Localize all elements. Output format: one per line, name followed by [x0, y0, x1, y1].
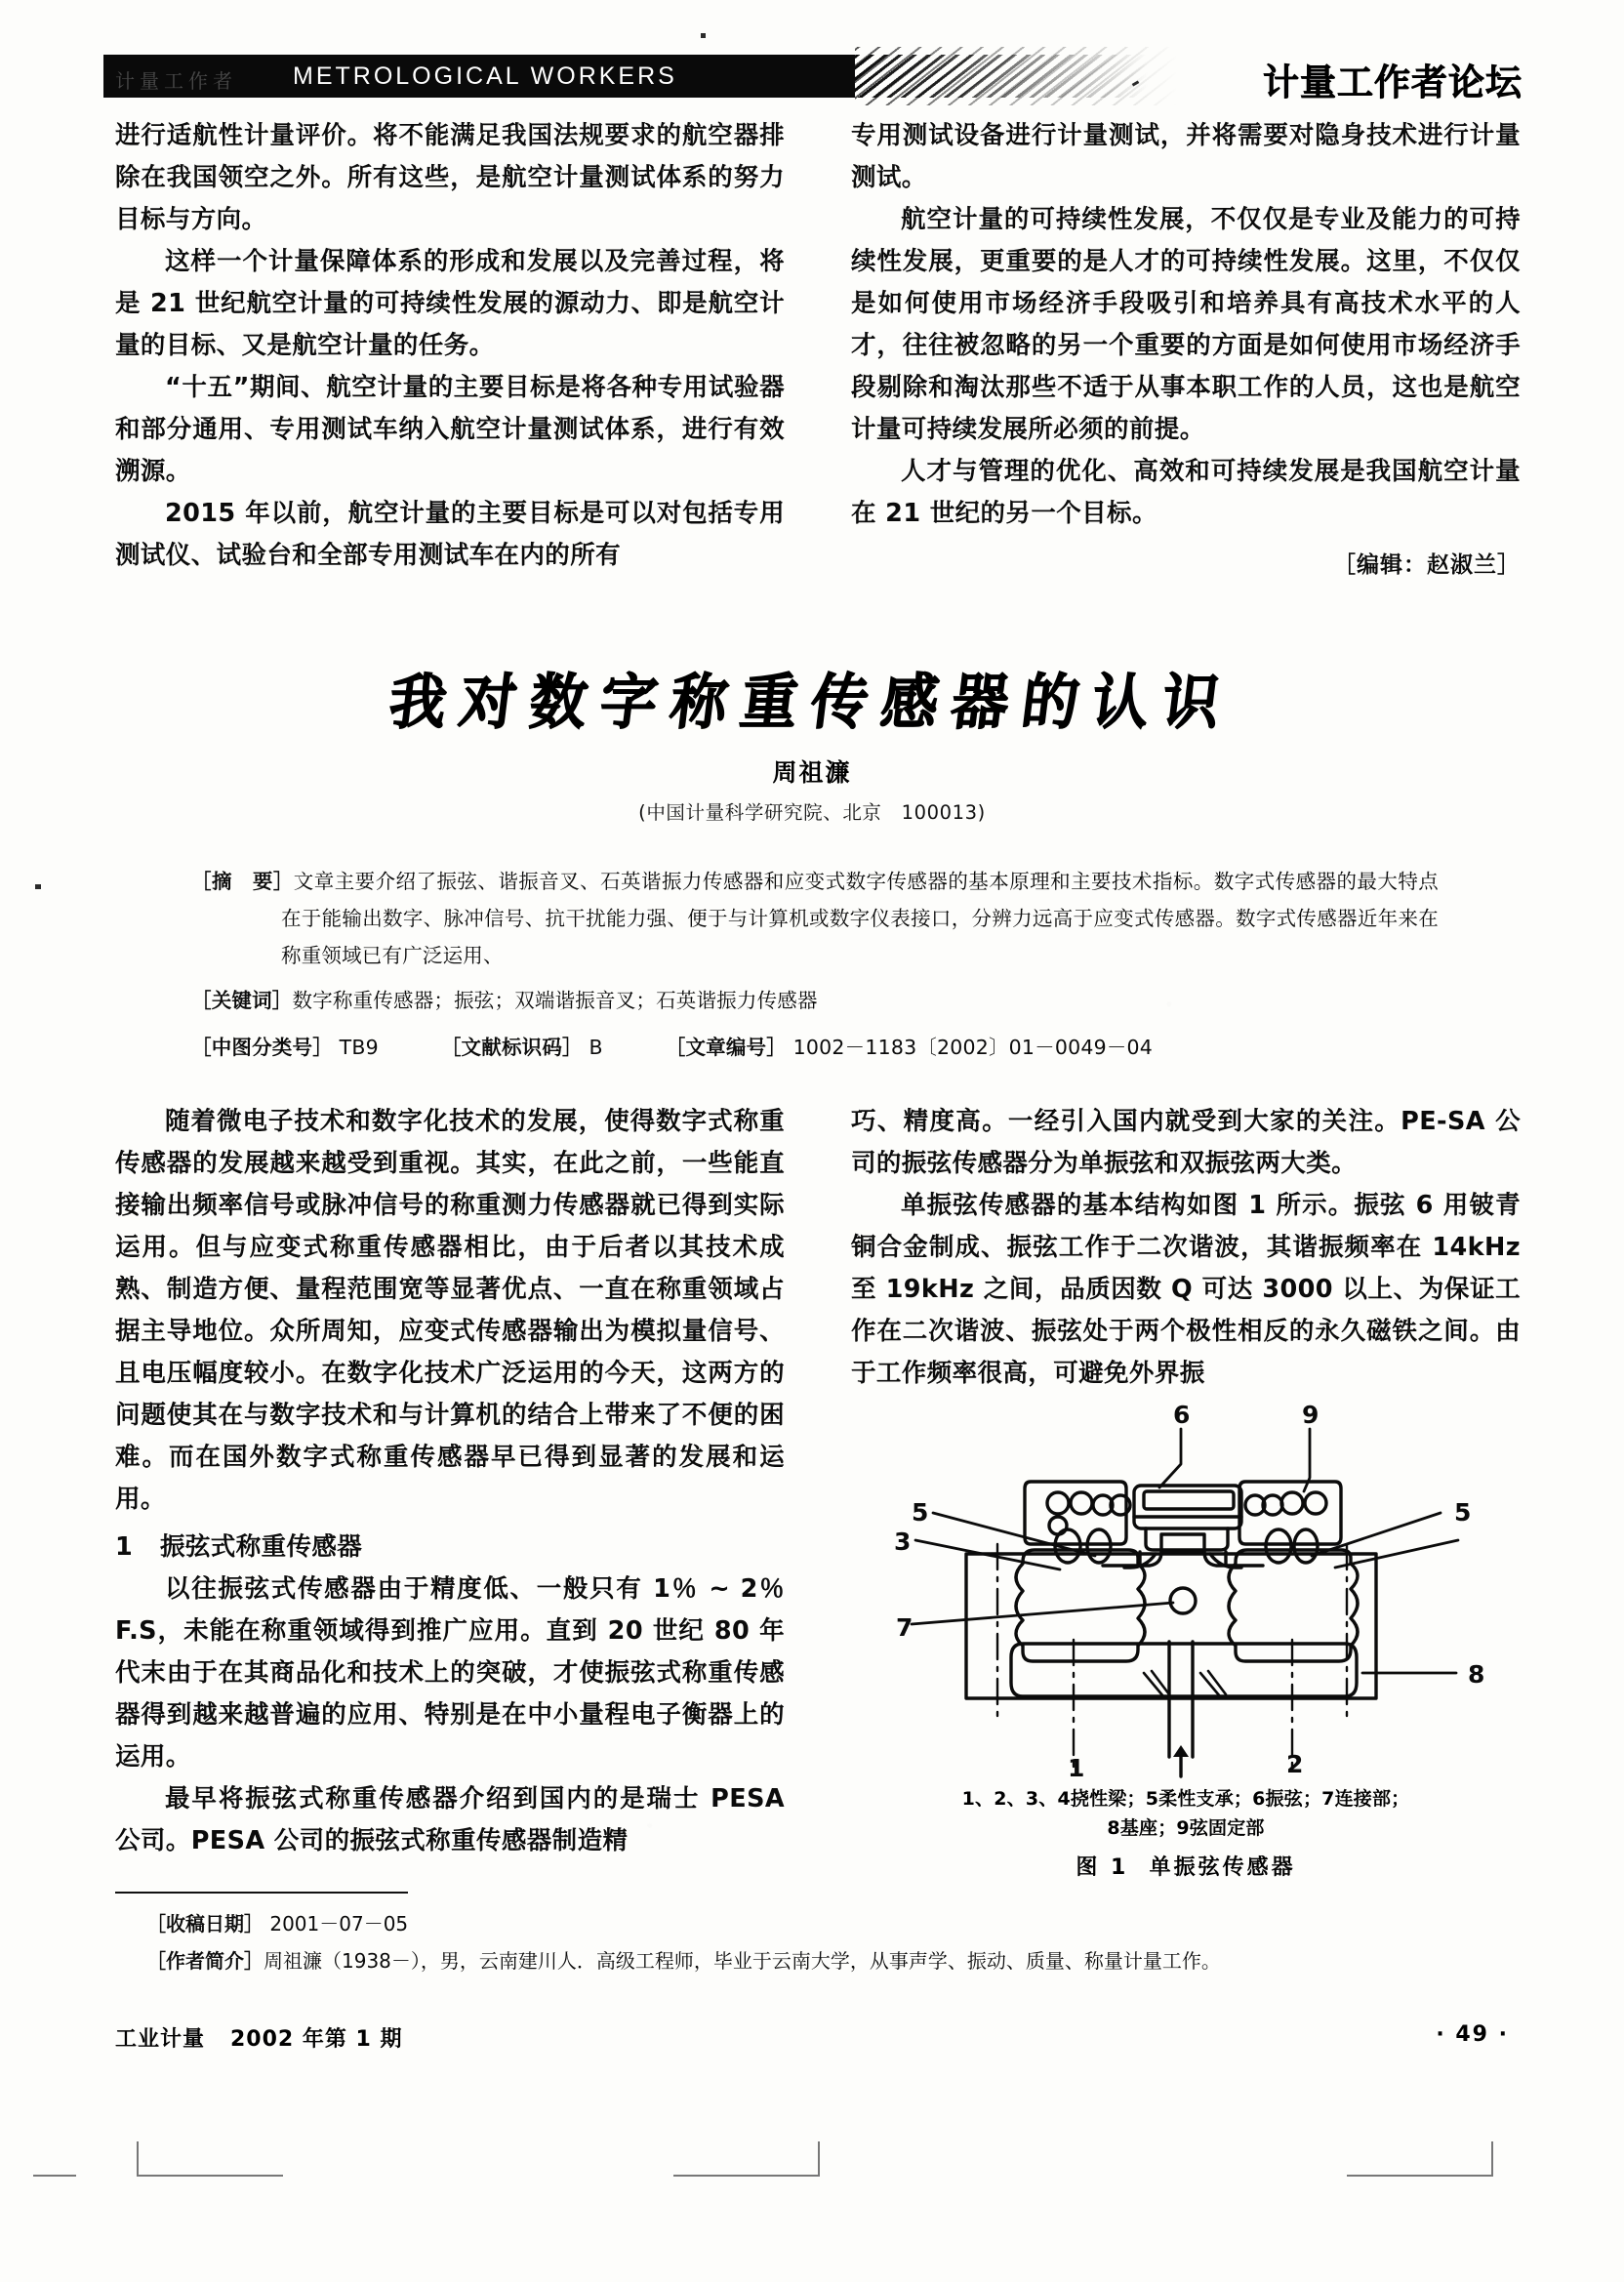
top-article-left-text	[115, 115, 785, 577]
keywords-label: ［关键词］	[191, 989, 293, 1012]
paragraph: 巧、精度高。一经引入国内就受到大家的关注。PE-SA 公司的振弦传感器分为单振弦和双振弦两大类。	[851, 1107, 1521, 1178]
figure-callout-8: 8	[1468, 1660, 1485, 1689]
figure-key-line-1: 1、2、3、4挠性梁；5柔性支承；6振弦；7连接部；	[961, 1788, 1410, 1810]
abstract-block	[191, 863, 1439, 1066]
artnum-label: ［文章编号］	[665, 1036, 787, 1059]
footer-issue: 2002 年第 1 期	[230, 2027, 403, 2052]
masthead-hatch-gradient-secondary	[855, 47, 1177, 105]
author-bio-value: 周祖濂（1938－），男，云南建川人．高级工程师，毕业于云南大学，从事声学、振动、质量、称量计量工作。	[264, 1949, 1221, 1973]
doccode-label: ［文献标识码］	[440, 1036, 583, 1059]
abstract-label: ［摘 要］	[191, 870, 294, 893]
paragraph: 以往振弦式传感器由于精度低、一般只有 1％ ~ 2％ F.S，未能在称重领域得到推广应用。直到 20 世纪 80 年代末由于在其商品化和技术上的突破，才使振弦式称重传感器得到越来越普遍的应用、特别是在中小量程电子衡器上的运用。	[115, 1574, 785, 1772]
paragraph: “十五”期间、航空计量的主要目标是将各种专用试验器和部分通用、专用测试车纳入航空计量测试体系，进行有效溯源。	[115, 373, 785, 486]
figure-callout-2: 2	[1286, 1750, 1304, 1778]
crop-mark-vertical-left	[137, 2141, 139, 2175]
crop-mark-vertical-right	[1491, 2141, 1493, 2175]
section-heading-1	[115, 1527, 785, 1569]
masthead-ghost-text: 计量工作者	[115, 69, 237, 93]
doccode-segment	[441, 1029, 603, 1066]
paragraph: 这样一个计量保障体系的形成和发展以及完善过程，将是 21 世纪航空计量的可持续性发展的源动力、即是航空计量的目标、又是航空计量的任务。	[115, 247, 785, 360]
author-bio-line	[115, 1942, 1452, 1979]
crop-mark-top-left	[33, 2175, 76, 2177]
paragraph: 进行适航性计量评价。将不能满足我国法规要求的航空器排除在我国领空之外。所有这些，是航空计量测试体系的努力目标与方向。	[115, 121, 785, 234]
figure-caption	[851, 1851, 1521, 1881]
scan-speck	[35, 884, 41, 889]
figure-callout-7: 7	[896, 1613, 914, 1642]
section-number: 1	[115, 1532, 134, 1562]
clc-value: TB9	[339, 1036, 379, 1059]
artnum-value: 1002－1183〔2002〕01－0049－04	[792, 1036, 1154, 1059]
received-date-line	[115, 1905, 1452, 1942]
figure-callout-6: 6	[1173, 1401, 1191, 1429]
figure-caption-text: 单振弦传感器	[1149, 1855, 1296, 1880]
figure-key	[851, 1784, 1521, 1843]
paragraph: 人才与管理的优化、高效和可持续发展是我国航空计量在 21 世纪的另一个目标。	[851, 457, 1521, 528]
figure-key-line-2: 8基座；9弦固定部	[1107, 1817, 1265, 1839]
article-title: 我对数字称重传感器的认识	[385, 667, 1238, 738]
abstract-paragraph	[191, 863, 1439, 974]
figure-callout-3: 3	[894, 1528, 912, 1556]
editor-note: ［编辑：赵淑兰］	[1333, 552, 1521, 578]
body-left-column	[115, 1101, 785, 1862]
masthead-section-title: 计量工作者论坛	[1263, 61, 1522, 103]
paragraph: 专用测试设备进行计量测试，并将需要对隐身技术进行计量测试。	[851, 121, 1521, 192]
body-right-column	[851, 1101, 1521, 1395]
top-article-left-column	[115, 115, 785, 577]
body-left-text	[115, 1101, 785, 1862]
crop-mark-vertical-center	[818, 2141, 820, 2175]
paragraph: 随着微电子技术和数字化技术的发展，使得数字式称重传感器的发展越来越受到重视。其实，在此之前，一些能直接输出频率信号或脉冲信号的称重测力传感器就已得到实际运用。但与应变式称重传感器相比，由于后者以其技术成熟、制造方便、量程范围宽等显著优点、一直在称重领域占据主导地位。众所周知，应变式传感器输出为模拟量信号、且电压幅度较小。在数字化技术广泛运用的今天，这两方的问题使其在与数字技术和与计算机的结合上带来了不便的困难。而在国外数字式称重传感器早已得到显著的发展和运用。	[115, 1107, 785, 1514]
single-vibrating-wire-sensor-diagram	[851, 1398, 1521, 1778]
author-bio-label: ［作者简介］	[146, 1949, 264, 1973]
received-date-label: ［收稿日期］	[146, 1912, 264, 1936]
body-right-text	[851, 1101, 1521, 1395]
section-title: 振弦式称重传感器	[160, 1532, 363, 1562]
crop-mark-bottom-right	[1347, 2175, 1493, 2177]
paragraph: 单振弦传感器的基本结构如图 1 所示。振弦 6 用铍青铜合金制成、振弦工作于二次谐波，其谐振频率在 14kHz 至 19kHz 之间，品质因数 Q 可达 3000 以上、为保证工作在二次谐波、振弦处于两个极性相反的永久磁铁之间。由于工作频率很高，可避免外界振	[851, 1191, 1521, 1388]
crop-mark-bottom-center	[673, 2175, 820, 2177]
footnote-rule	[115, 1892, 408, 1894]
paragraph: 2015 年以前，航空计量的主要目标是可以对包括专用测试仪、试验台和全部专用测试车在内的所有	[115, 499, 785, 570]
article-affiliation: (中国计量科学研究院、北京 100013)	[638, 801, 986, 824]
paragraph: 航空计量的可持续性发展，不仅仅是专业及能力的可持续性发展，更重要的是人才的可持续性发展。这里，不仅仅是如何使用市场经济手段吸引和培养具有高技术水平的人才，往往被忽略的另一个重要的方面是如何使用市场经济手段剔除和淘汰那些不适于从事本职工作的人员，这也是航空计量可持续发展所必须的前提。	[851, 205, 1521, 444]
top-article-right-text	[851, 115, 1521, 587]
clc-segment	[191, 1029, 379, 1066]
abstract-text: 文章主要介绍了振弦、谐振音叉、石英谐振力传感器和应变式数字传感器的基本原理和主要技术指标。数字式传感器的最大特点在于能输出数字、脉冲信号、抗干扰能力强、便于与计算机或数字仪表接口，分辨力远高于应变式传感器。数字式传感器近年来在称重领域已有广泛运用、	[281, 870, 1439, 967]
footer-journal-name: 工业计量	[115, 2027, 206, 2052]
article-author: 周祖濂	[772, 758, 852, 787]
footnotes-block	[115, 1905, 1452, 1979]
figure-callout-1: 1	[1068, 1754, 1085, 1778]
classification-row	[191, 1029, 1439, 1066]
keywords-row	[191, 982, 1439, 1019]
paragraph: 最早将振弦式称重传感器介绍到国内的是瑞士 PESA 公司。PESA 公司的振弦式称重传感器制造精	[115, 1784, 785, 1855]
figure-callout-9: 9	[1302, 1401, 1320, 1429]
top-article-right-column	[851, 115, 1521, 587]
page-masthead	[0, 55, 1624, 105]
clc-label: ［中图分类号］	[191, 1036, 333, 1059]
figure-caption-label: 图 1	[1076, 1855, 1129, 1880]
figure-callout-5-right: 5	[1454, 1498, 1472, 1527]
figure-1	[851, 1398, 1521, 1881]
masthead-english-title: METROLOGICAL WORKERS	[293, 62, 677, 90]
scan-speck	[701, 33, 706, 38]
footer-page-number: · 49 ·	[1436, 2022, 1509, 2047]
article-title-block	[0, 656, 1624, 825]
figure-callout-5-left: 5	[912, 1498, 929, 1527]
footer-journal-info	[115, 2022, 403, 2053]
received-date-value: 2001－07－05	[269, 1912, 409, 1936]
doccode-value: B	[589, 1036, 603, 1059]
crop-mark-bottom-left	[137, 2175, 283, 2177]
artnum-segment	[666, 1029, 1153, 1066]
keywords-text: 数字称重传感器；振弦；双端谐振音叉；石英谐振力传感器	[292, 989, 818, 1012]
